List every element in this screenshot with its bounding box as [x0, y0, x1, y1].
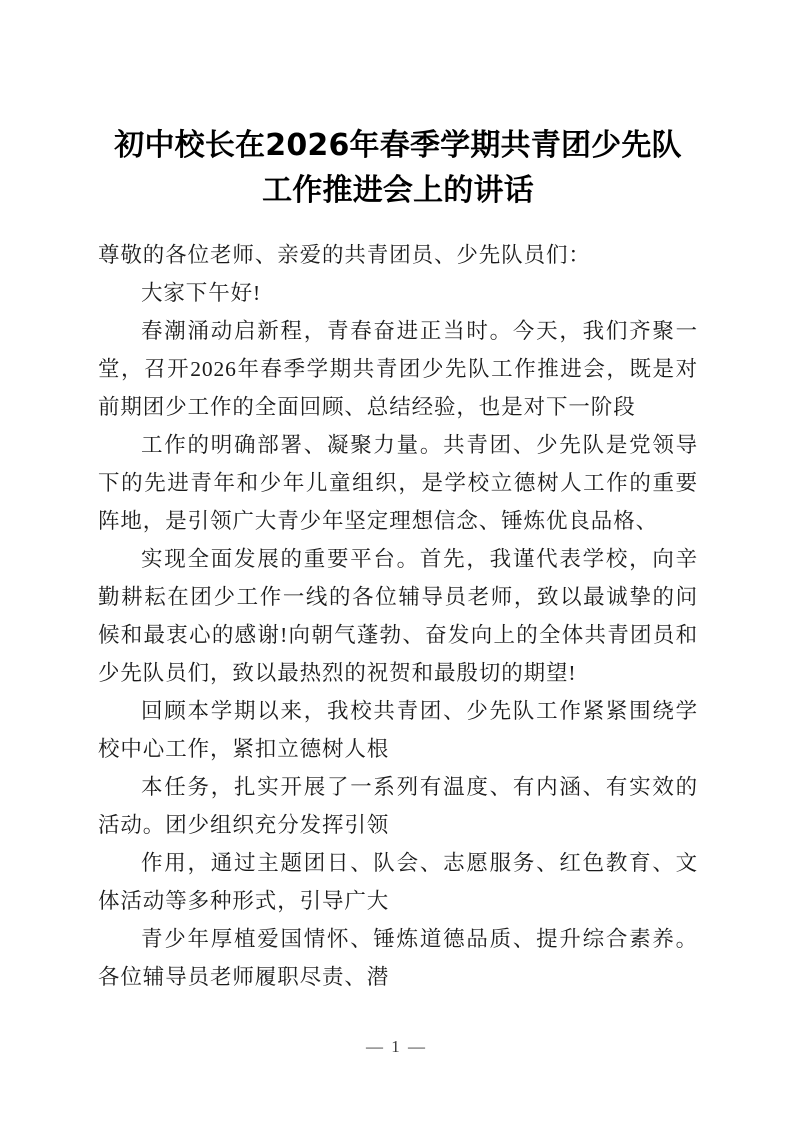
- body-paragraph: 青少年厚植爱国情怀、锤炼道德品质、提升综合素养。各位辅导员老师履职尽责、潜: [98, 927, 698, 989]
- page-number: — 1 —: [366, 1037, 427, 1056]
- body-paragraph: 尊敬的各位老师、亲爱的共青团员、少先队员们：: [98, 243, 591, 267]
- page-title-line: 工作推进会上的讲话: [262, 173, 534, 209]
- body-paragraph: 本任务，扎实开展了一系列有温度、有内涵、有实效的活动。团少组织充分发挥引领: [98, 775, 698, 837]
- body-paragraph: 回顾本学期以来，我校共青团、少先队工作紧紧围绕学校中心工作，紧扣立德树人根: [98, 699, 698, 761]
- body-paragraph: 作用，通过主题团日、队会、志愿服务、红色教育、文体活动等多种形式，引导广大: [98, 851, 698, 913]
- body-paragraph: 实现全面发展的重要平台。首先，我谨代表学校，向辛勤耕耘在团少工作一线的各位辅导员老师，致以最诚挚的问候和最衷心的感谢!向朝气蓬勃、奋发向上的全体共青团员和少先队员们，致以最热烈的祝贺和最殷切的期望!: [98, 547, 698, 685]
- document-body: [98, 236, 698, 996]
- body-paragraph: 工作的明确部署、凝聚力量。共青团、少先队是党领导下的先进青年和少年儿童组织，是学校立德树人工作的重要阵地，是引领广大青少年坚定理想信念、锤炼优良品格、: [98, 433, 698, 533]
- page-title: [98, 123, 698, 213]
- body-paragraph: 大家下午好!: [141, 281, 262, 305]
- page-title-line: 初中校长在2026年春季学期共青团少先队: [114, 128, 682, 164]
- page-footer: [0, 1036, 793, 1058]
- body-paragraph: 春潮涌动启新程，青春奋进正当时。今天，我们齐聚一堂，召开2026年春季学期共青团少先队工作推进会，既是对前期团少工作的全面回顾、总结经验，也是对下一阶段: [98, 319, 698, 419]
